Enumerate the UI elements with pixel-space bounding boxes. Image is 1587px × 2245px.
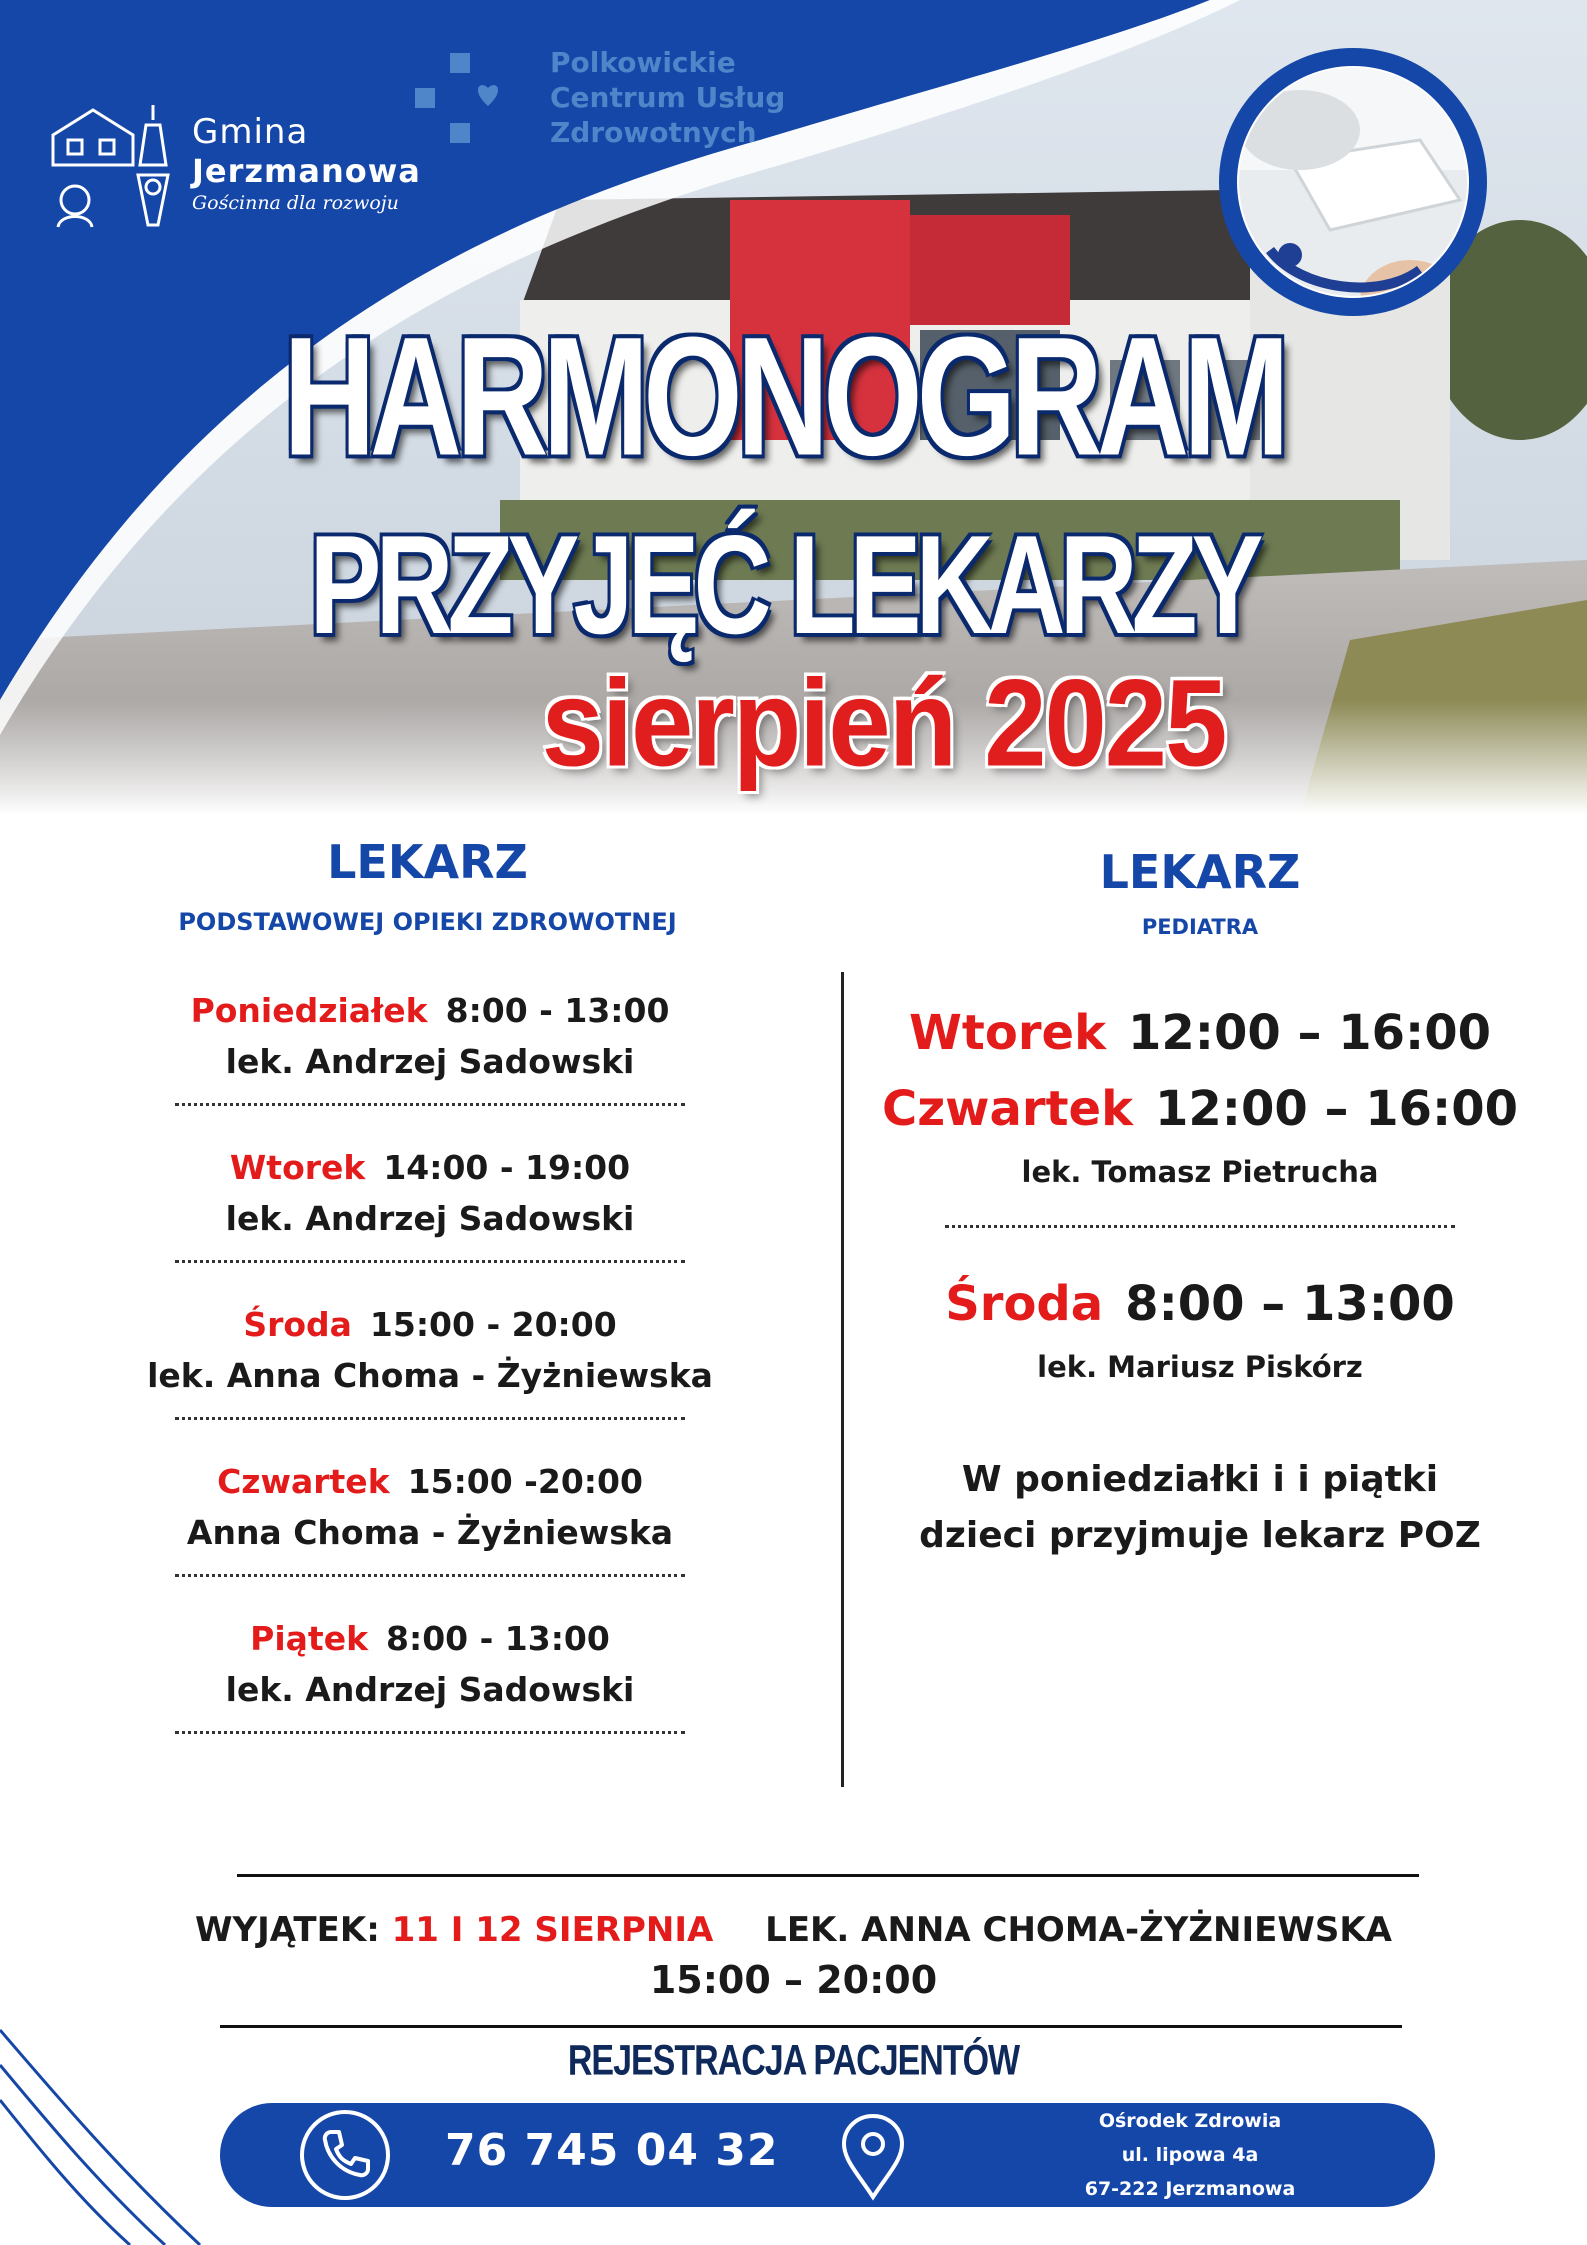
- pcuz-line1: Polkowickie: [550, 46, 736, 79]
- gmina-name-line2: Jerzmanowa: [192, 152, 421, 190]
- exception-dates: 11 I 12 SIERPNIA: [391, 1910, 714, 1950]
- address-line3: 67-222 Jerzmanowa: [1084, 2178, 1296, 2200]
- entry-day: Czwartek: [882, 1081, 1133, 1137]
- title-przyjec-lekarzy: PRZYJĘĆ LEKARZY: [309, 505, 1258, 663]
- dotted-divider: [175, 1574, 685, 1577]
- entry-time: 8:00 - 13:00: [445, 991, 670, 1030]
- gmina-tagline: Gościnna dla rozwoju: [192, 192, 399, 214]
- address-line2: ul. lipowa 4a: [1121, 2144, 1259, 2166]
- entry-doctor: lek. Andrzej Sadowski: [225, 1199, 635, 1238]
- pcuz-cross-icon: [410, 48, 510, 148]
- schedule-entry: [120, 985, 740, 1087]
- pcuz-line3: Zdrowotnych: [550, 116, 757, 149]
- entry-time: 15:00 -20:00: [407, 1462, 643, 1501]
- note-line2: dzieci przyjmuje lekarz POZ: [919, 1515, 1481, 1556]
- entry-day: Poniedziałek: [190, 991, 428, 1030]
- right-column-subheading: PEDIATRA: [1141, 915, 1259, 939]
- schedule-entry: [860, 995, 1540, 1071]
- registration-title: REJESTRACJA PACJENTÓW: [567, 2037, 1020, 2085]
- entry-time: 8:00 - 13:00: [386, 1619, 610, 1658]
- entry-doctor: lek. Anna Choma - Żyżniewska: [147, 1356, 713, 1395]
- entry-day: Piątek: [250, 1619, 369, 1658]
- poz-schedule: [120, 985, 740, 1770]
- schedule-entry: [120, 1456, 740, 1558]
- dotted-divider: [175, 1731, 685, 1734]
- entry-doctor: lek. Mariusz Piskórz: [1037, 1350, 1363, 1384]
- left-column-heading: LEKARZ: [327, 835, 528, 889]
- gmina-name-line1: Gmina: [192, 112, 309, 152]
- pcuz-logo-text: [550, 45, 785, 150]
- dotted-divider: [945, 1225, 1455, 1228]
- entry-day: Wtorek: [908, 1005, 1106, 1061]
- pediatrician-schedule: [860, 995, 1540, 1564]
- pediatric-note: [860, 1452, 1540, 1564]
- note-line1: W poniedziałki i i piątki: [961, 1459, 1439, 1500]
- entry-day: Wtorek: [229, 1148, 366, 1187]
- right-column-heading: LEKARZ: [1099, 845, 1301, 899]
- schedule-entry: [860, 1266, 1540, 1342]
- schedule-entry: [860, 1071, 1540, 1147]
- entry-time: 12:00 – 16:00: [1155, 1081, 1518, 1137]
- left-column-subheading: PODSTAWOWEJ OPIEKI ZDROWOTNEJ: [178, 908, 677, 936]
- exception-line: [0, 1910, 1587, 1950]
- dotted-divider: [175, 1417, 685, 1420]
- header-banner: [0, 0, 1587, 815]
- schedule-entry: [120, 1613, 740, 1715]
- entry-day: Środa: [243, 1305, 352, 1344]
- address-line1: Ośrodek Zdrowia: [1098, 2110, 1282, 2132]
- horizontal-rule: [237, 1874, 1419, 1877]
- decorative-corner-lines: [0, 2020, 260, 2245]
- phone-icon: [298, 2108, 392, 2202]
- entry-doctor: Anna Choma - Żyżniewska: [186, 1513, 674, 1552]
- address-block: [1040, 2104, 1340, 2206]
- entry-time: 12:00 – 16:00: [1128, 1005, 1491, 1061]
- location-pin-icon: [838, 2112, 908, 2202]
- entry-day: Środa: [945, 1276, 1104, 1332]
- exception-label: WYJĄTEK:: [194, 1910, 380, 1950]
- entry-doctor: lek. Andrzej Sadowski: [225, 1042, 635, 1081]
- schedule-entry: [120, 1142, 740, 1244]
- pcuz-line2: Centrum Usług: [550, 81, 786, 114]
- phone-number[interactable]: 76 745 04 32: [445, 2125, 779, 2176]
- schedule-entry: [120, 1299, 740, 1401]
- exception-doctor: LEK. ANNA CHOMA-ŻYŻNIEWSKA: [765, 1910, 1392, 1950]
- column-divider: [841, 972, 844, 1787]
- entry-day: Czwartek: [217, 1462, 390, 1501]
- entry-doctor: lek. Andrzej Sadowski: [225, 1670, 635, 1709]
- exception-time: 15:00 – 20:00: [649, 1958, 938, 2002]
- entry-time: 14:00 - 19:00: [383, 1148, 631, 1187]
- entry-doctor: lek. Tomasz Pietrucha: [1021, 1155, 1379, 1189]
- entry-time: 15:00 - 20:00: [369, 1305, 617, 1344]
- dotted-divider: [175, 1260, 685, 1263]
- title-month-year: sierpień 2025: [541, 654, 1226, 792]
- horizontal-rule: [220, 2025, 1402, 2028]
- entry-time: 8:00 – 13:00: [1125, 1276, 1455, 1332]
- dotted-divider: [175, 1103, 685, 1106]
- title-harmonogram: HARMONOGRAM: [283, 302, 1284, 492]
